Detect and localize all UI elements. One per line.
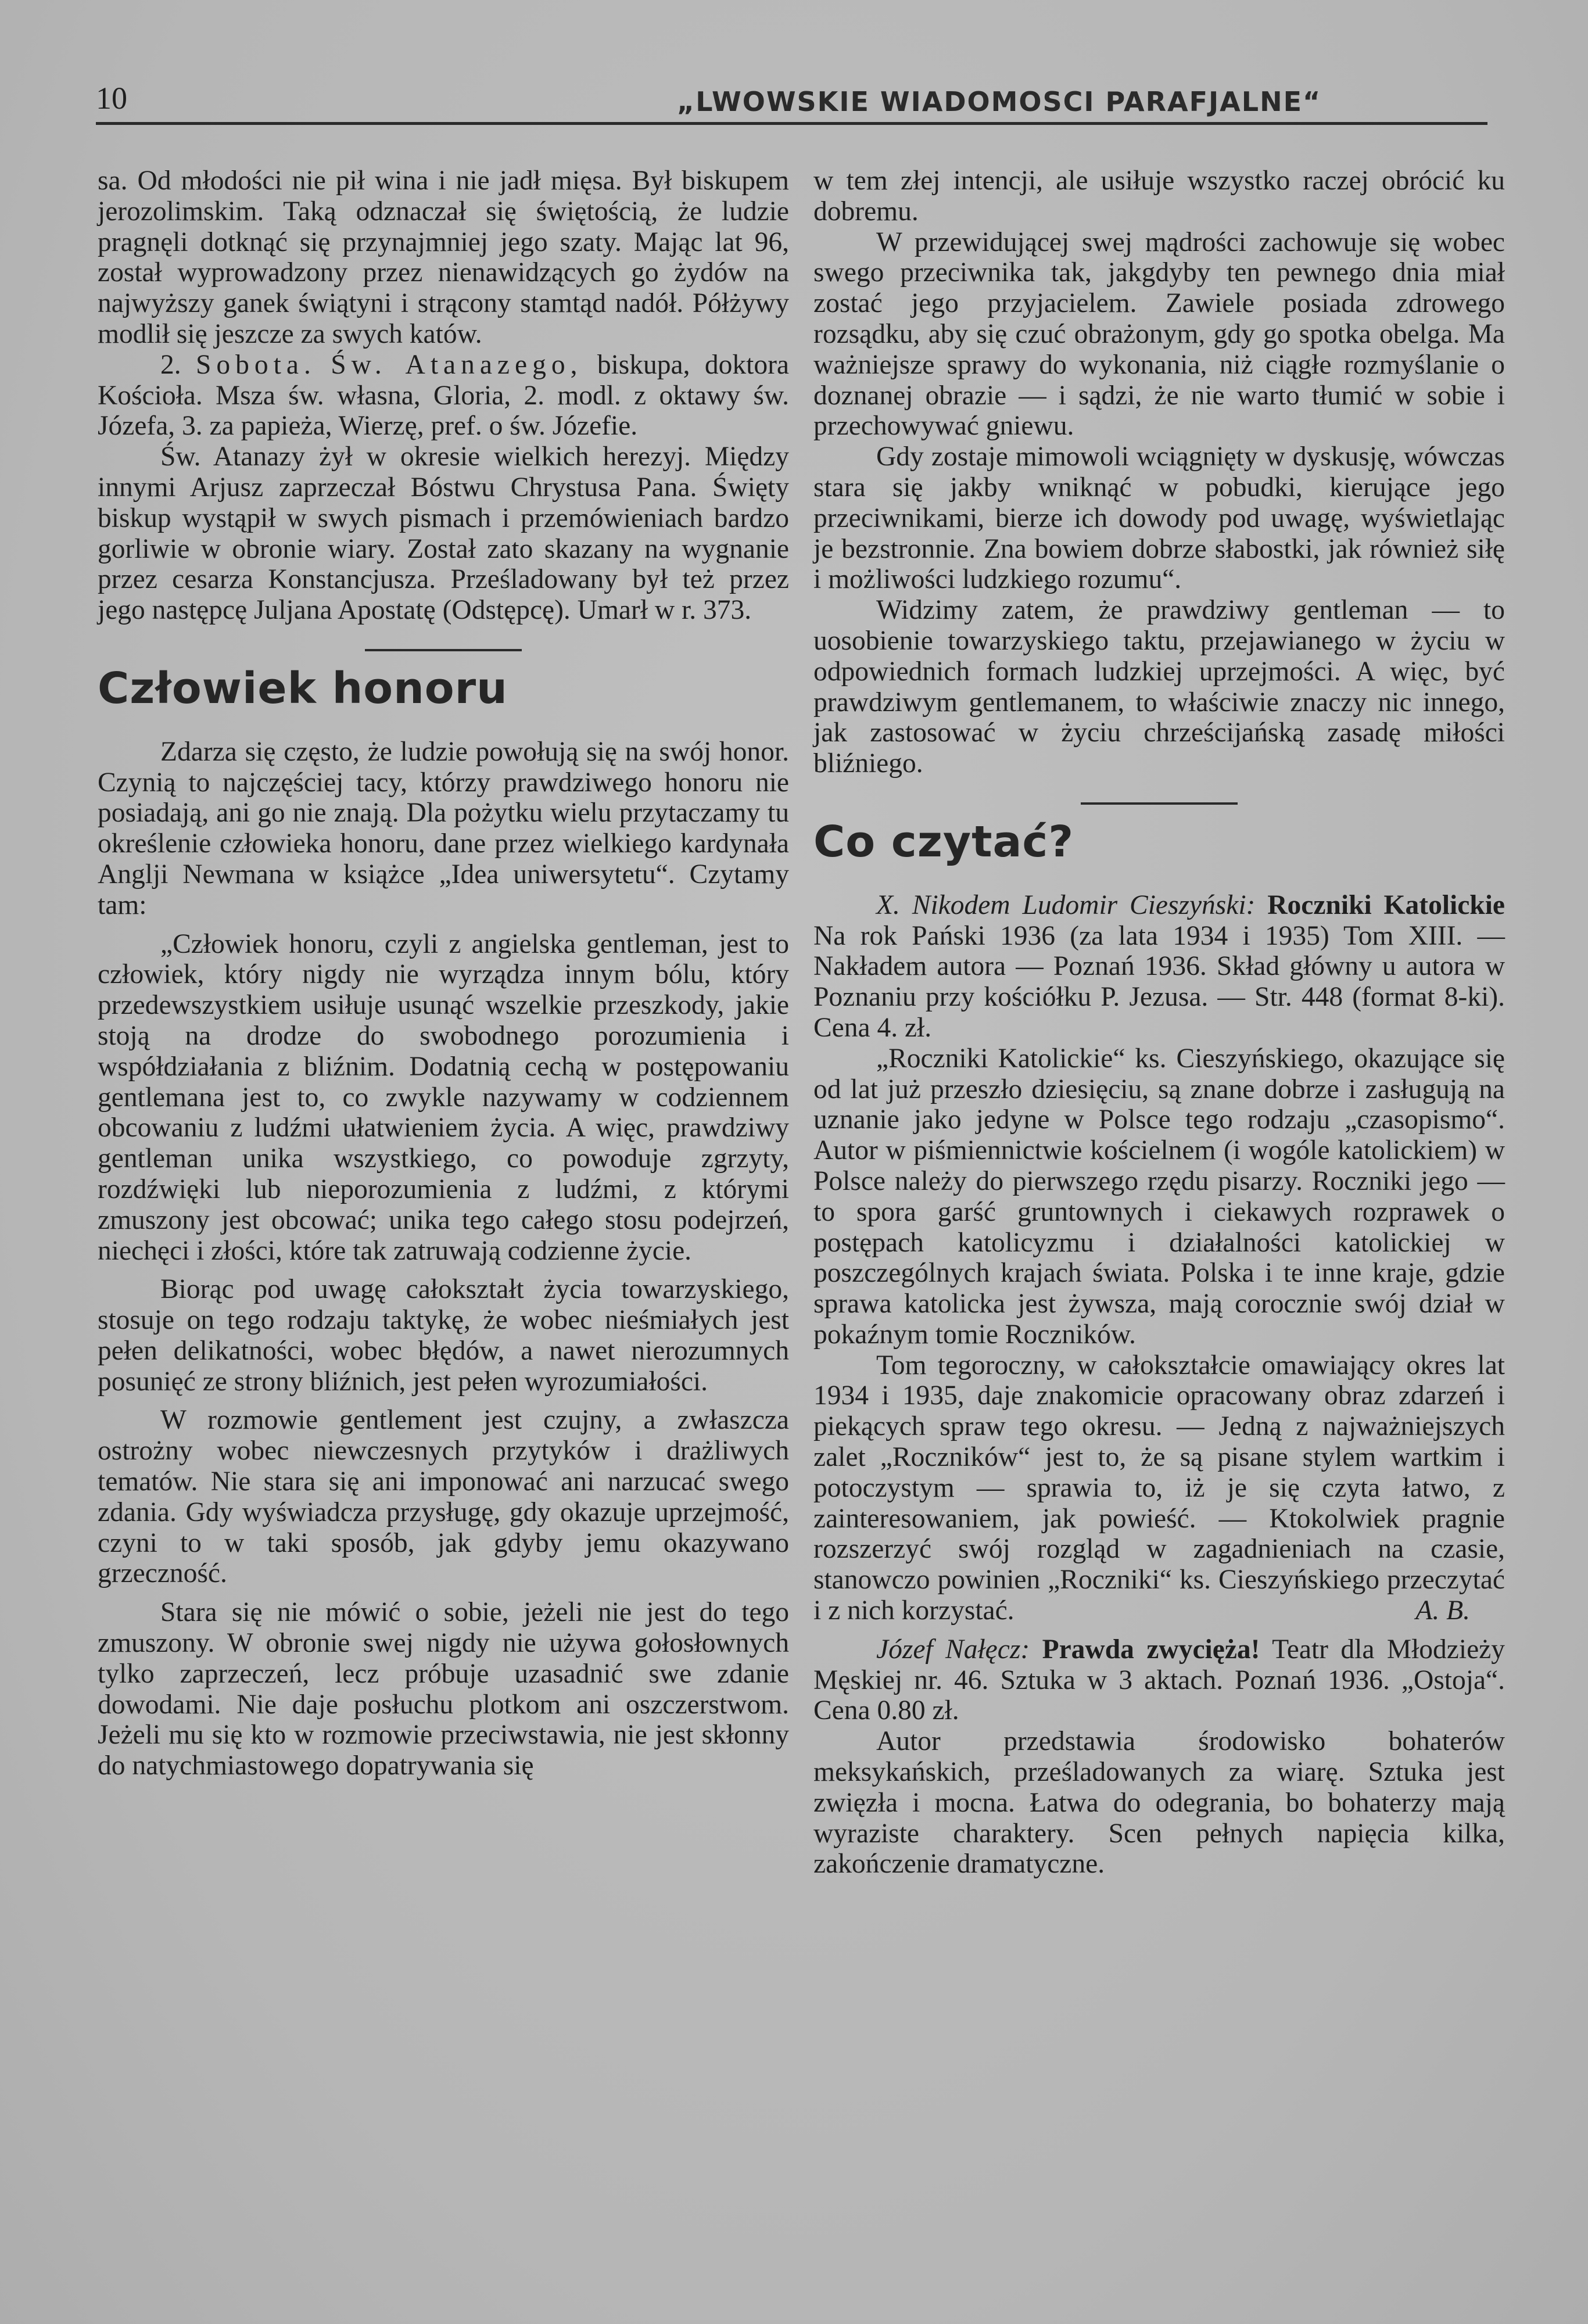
article-title: Człowiek honoru	[98, 663, 508, 713]
entry-saint: Św. Atanazego,	[331, 349, 583, 380]
article-paragraph: Biorąc pod uwagę całokształt życia towarzyskiego, stosuje on tego rodzaju taktykę, że wobec nieśmiałych jest pełen delikatności, wobec błędów, a nawet nierozumnych posunięć ze strony bliźnich, jest pełen wyrozumiałości.	[98, 1274, 789, 1397]
review-signature: A. B.	[1415, 1595, 1470, 1626]
review-paragraph: Tom tegoroczny, w całokształcie omawiający okres lat 1934 i 1935, daje znakomicie opracowany obraz zdarzeń i piekących spraw tego okresu. — Jedną z najważniejszych zalet „Roczników“ jest to, że są pisane stylem wartkim i potoczystym — sprawia to, iż je się czyta łatwo, z zainteresowaniem, jak powieść. — Ktokolwiek pragnie rozszerzyć swój rozgląd w zagadnieniach na czasie, stanowczo powinien „Roczniki“ ks. Cieszyńskiego przeczytać i z nich korzystać. A. B.	[813, 1350, 1505, 1626]
article-paragraph: W rozmowie gentlement jest czujny, a zwłaszcza ostrożny wobec niewczesnych przytyków i drażliwych tematów. Nie stara się ani imponować ani narzucać swego zdania. Gdy wyświadcza przysługę, gdy okazuje uprzejmość, czyni to w taki sposób, jak gdyby jemu okazywano grzeczność.	[98, 1405, 789, 1589]
article-paragraph: Zdarza się często, że ludzie powołują się na swój honor. Czynią to najczęściej tacy, którzy prawdziwego honoru nie posiadają, ani go nie znają. Dla pożytku wielu przytaczamy tu określenie człowieka honoru, dane przez wielkiego kardynała Anglji Newmana w książce „Idea uniwersytetu“. Czytamy tam:	[98, 736, 789, 920]
review-paragraph: „Roczniki Katolickie“ ks. Cieszyńskiego, okazujące się od lat już przeszło dziesięciu, są znane dobrze i zasługują na uznanie jako jedyne w Polsce tego rodzaju „czasopismo“. Autor w piśmiennictwie kościelnem (i wogóle katolickiem) w Polsce należy do pierwszego rzędu pisarzy. Roczniki jego — to spora garść gruntownych i ciekawych rozprawek o postępach katolicyzmu i działalności katolickiej w poszczególnych krajach świata. Polska i te inne kraje, gdzie sprawa katolicka jest żywsza, mają corocznie swój dział w pokaźnym tomie Roczników.	[813, 1043, 1505, 1350]
continued-paragraph: sa. Od młodości nie pił wina i nie jadł mięsa. Był biskupem jerozolimskim. Taką odznaczał się świętością, że ludzie pragnęli dotknąć się przynajmniej jego szaty. Mając lat 96, został wyprowadzony przez nienawidzących go żydów na najwyższy ganek świątyni i strącony stamtąd nadół. Półżywy modlił się jeszcze za swych katów.	[98, 166, 789, 349]
section-divider	[365, 649, 522, 651]
section-title: Co czytać?	[813, 816, 1074, 867]
review-title: Roczniki Katolickie	[1267, 890, 1505, 920]
right-column	[813, 166, 1505, 1880]
article-paragraph: W przewidującej swej mądrości zachowuje się wobec swego przeciwnika tak, jakgdyby ten pewnego dnia miał zostać jego przyjacielem. Zawiele posiada zdrowego rozsądku, aby się czuć obrażonym, gdy go spotka obelga. Ma ważniejsze sprawy do wykonania, niż ciągłe rozmyślanie o doznanej obrazie — i sądzi, że nie warto tłumić w sobie i przechowywać gniewu.	[813, 227, 1505, 442]
saint-paragraph: Św. Atanazy żył w okresie wielkich herezyj. Między innymi Arjusz zaprzeczał Bóstwu Chrystusa Pana. Święty biskup wystąpił w swych pismach i przemówieniach bardzo gorliwie w obronie wiary. Został zato skazany na wygnanie przez cesarza Konstancjusza. Prześladowany był też przez jego następcę Juljana Apostatę (Odstępcę). Umarł w r. 373.	[98, 442, 789, 626]
entry-number: 2.	[160, 349, 181, 380]
review-header	[813, 1634, 1505, 1726]
section-divider	[1081, 802, 1238, 805]
article-paragraph: Widzimy zatem, że prawdziwy gentleman — to uosobienie towarzyskiego taktu, przejawianego w życiu w odpowiednich formach ludzkiej uprzejmości. A więc, być prawdziwym gentlemanem, to właściwie znaczy nic innego, jak zastosować w życiu chrześcijańską zasadę miłości bliźniego.	[813, 595, 1505, 779]
review-header	[813, 890, 1505, 1043]
review-title: Prawda zwycięża!	[1042, 1634, 1260, 1665]
page-header	[96, 78, 1487, 125]
article-paragraph: Stara się nie mówić o sobie, jeżeli nie jest do tego zmuszony. W obronie swej nigdy nie używa gołosłownych tylko zaprzeczeń, lecz próbuje uzasadnić swe zdanie dowodami. Nie daje posłuchu plotkom ani oszczerstwom. Jeżeli mu się kto w rozmowie przeciwstawia, nie jest skłonny do natychmiastowego dopatrywania się	[98, 1597, 789, 1781]
review-details: Teatr dla Młodzieży Męskiej nr. 46. Sztuka w 3 aktach. Poznań 1936. „Ostoja“. Cena 0.80 zł.	[813, 1634, 1505, 1726]
entry-day: Sobota.	[196, 349, 316, 380]
article-paragraph: „Człowiek honoru, czyli z angielska gentleman, jest to człowiek, który nigdy nie wyrządza innym bólu, który przedewszystkiem usiłuje usunąć wszelkie przeszkody, jakie stoją na drodze do swobodnego porozumienia i współdziałania z bliźnim. Dodatnią cechą w postępowaniu gentlemana jest to, co zwykle nazywamy w codziennem obcowaniu z ludźmi ułatwieniem życia. A więc, prawdziwy gentleman unika wszystkiego, co powoduje zgrzyty, rozdźwięki lub nieporozumienia z ludźmi, z którymi zmuszony jest obcować; unika tego całego stosu podejrzeń, niechęci i złości, które tak zatruwają codzienne życie.	[98, 928, 789, 1266]
article-paragraph: Gdy zostaje mimowoli wciągnięty w dyskusję, wówczas stara się jakby wniknąć w pobudki, kierujące jego przeciwnikami, bierze ich dowody pod uwagę, wyświetlając je bezstronnie. Zna bowiem dobrze słabostki, jak również siłę i możliwości ludzkiego rozumu“.	[813, 442, 1505, 595]
calendar-entry	[98, 350, 789, 442]
page-number: 10	[96, 81, 127, 116]
continued-paragraph: w tem złej intencji, ale usiłuje wszystko raczej obrócić ku dobremu.	[813, 166, 1505, 227]
review-author: Józef Nałęcz:	[876, 1634, 1030, 1665]
review-paragraph: Autor przedstawia środowisko bohaterów meksykańskich, prześladowanych za wiarę. Sztuka jest zwięzła i mocna. Łatwa do odegrania, bo bohaterzy mają wyraziste charaktery. Scen pełnych napięcia kilka, zakończenie dramatyczne.	[813, 1726, 1505, 1880]
running-title: „LWOWSKIE WIADOMOSCI PARAFJALNE“	[677, 86, 1322, 117]
entry-rest: biskupa, doktora Kościoła. Msza św. własna, Gloria, 2. modl. z oktawy św. Józefa, 3. za papieża, Wierzę, pref. o św. Józefie.	[98, 349, 789, 442]
review-author: X. Nikodem Ludomir Cieszyński:	[876, 890, 1256, 920]
left-column	[98, 166, 789, 1781]
review-details: Na rok Pański 1936 (za lata 1934 i 1935) Tom XIII. — Nakładem autora — Poznań 1936. Skład główny u autora w Poznaniu przy kościółku P. Jezusa. — Str. 448 (format 8-ki). Cena 4. zł.	[813, 920, 1505, 1043]
